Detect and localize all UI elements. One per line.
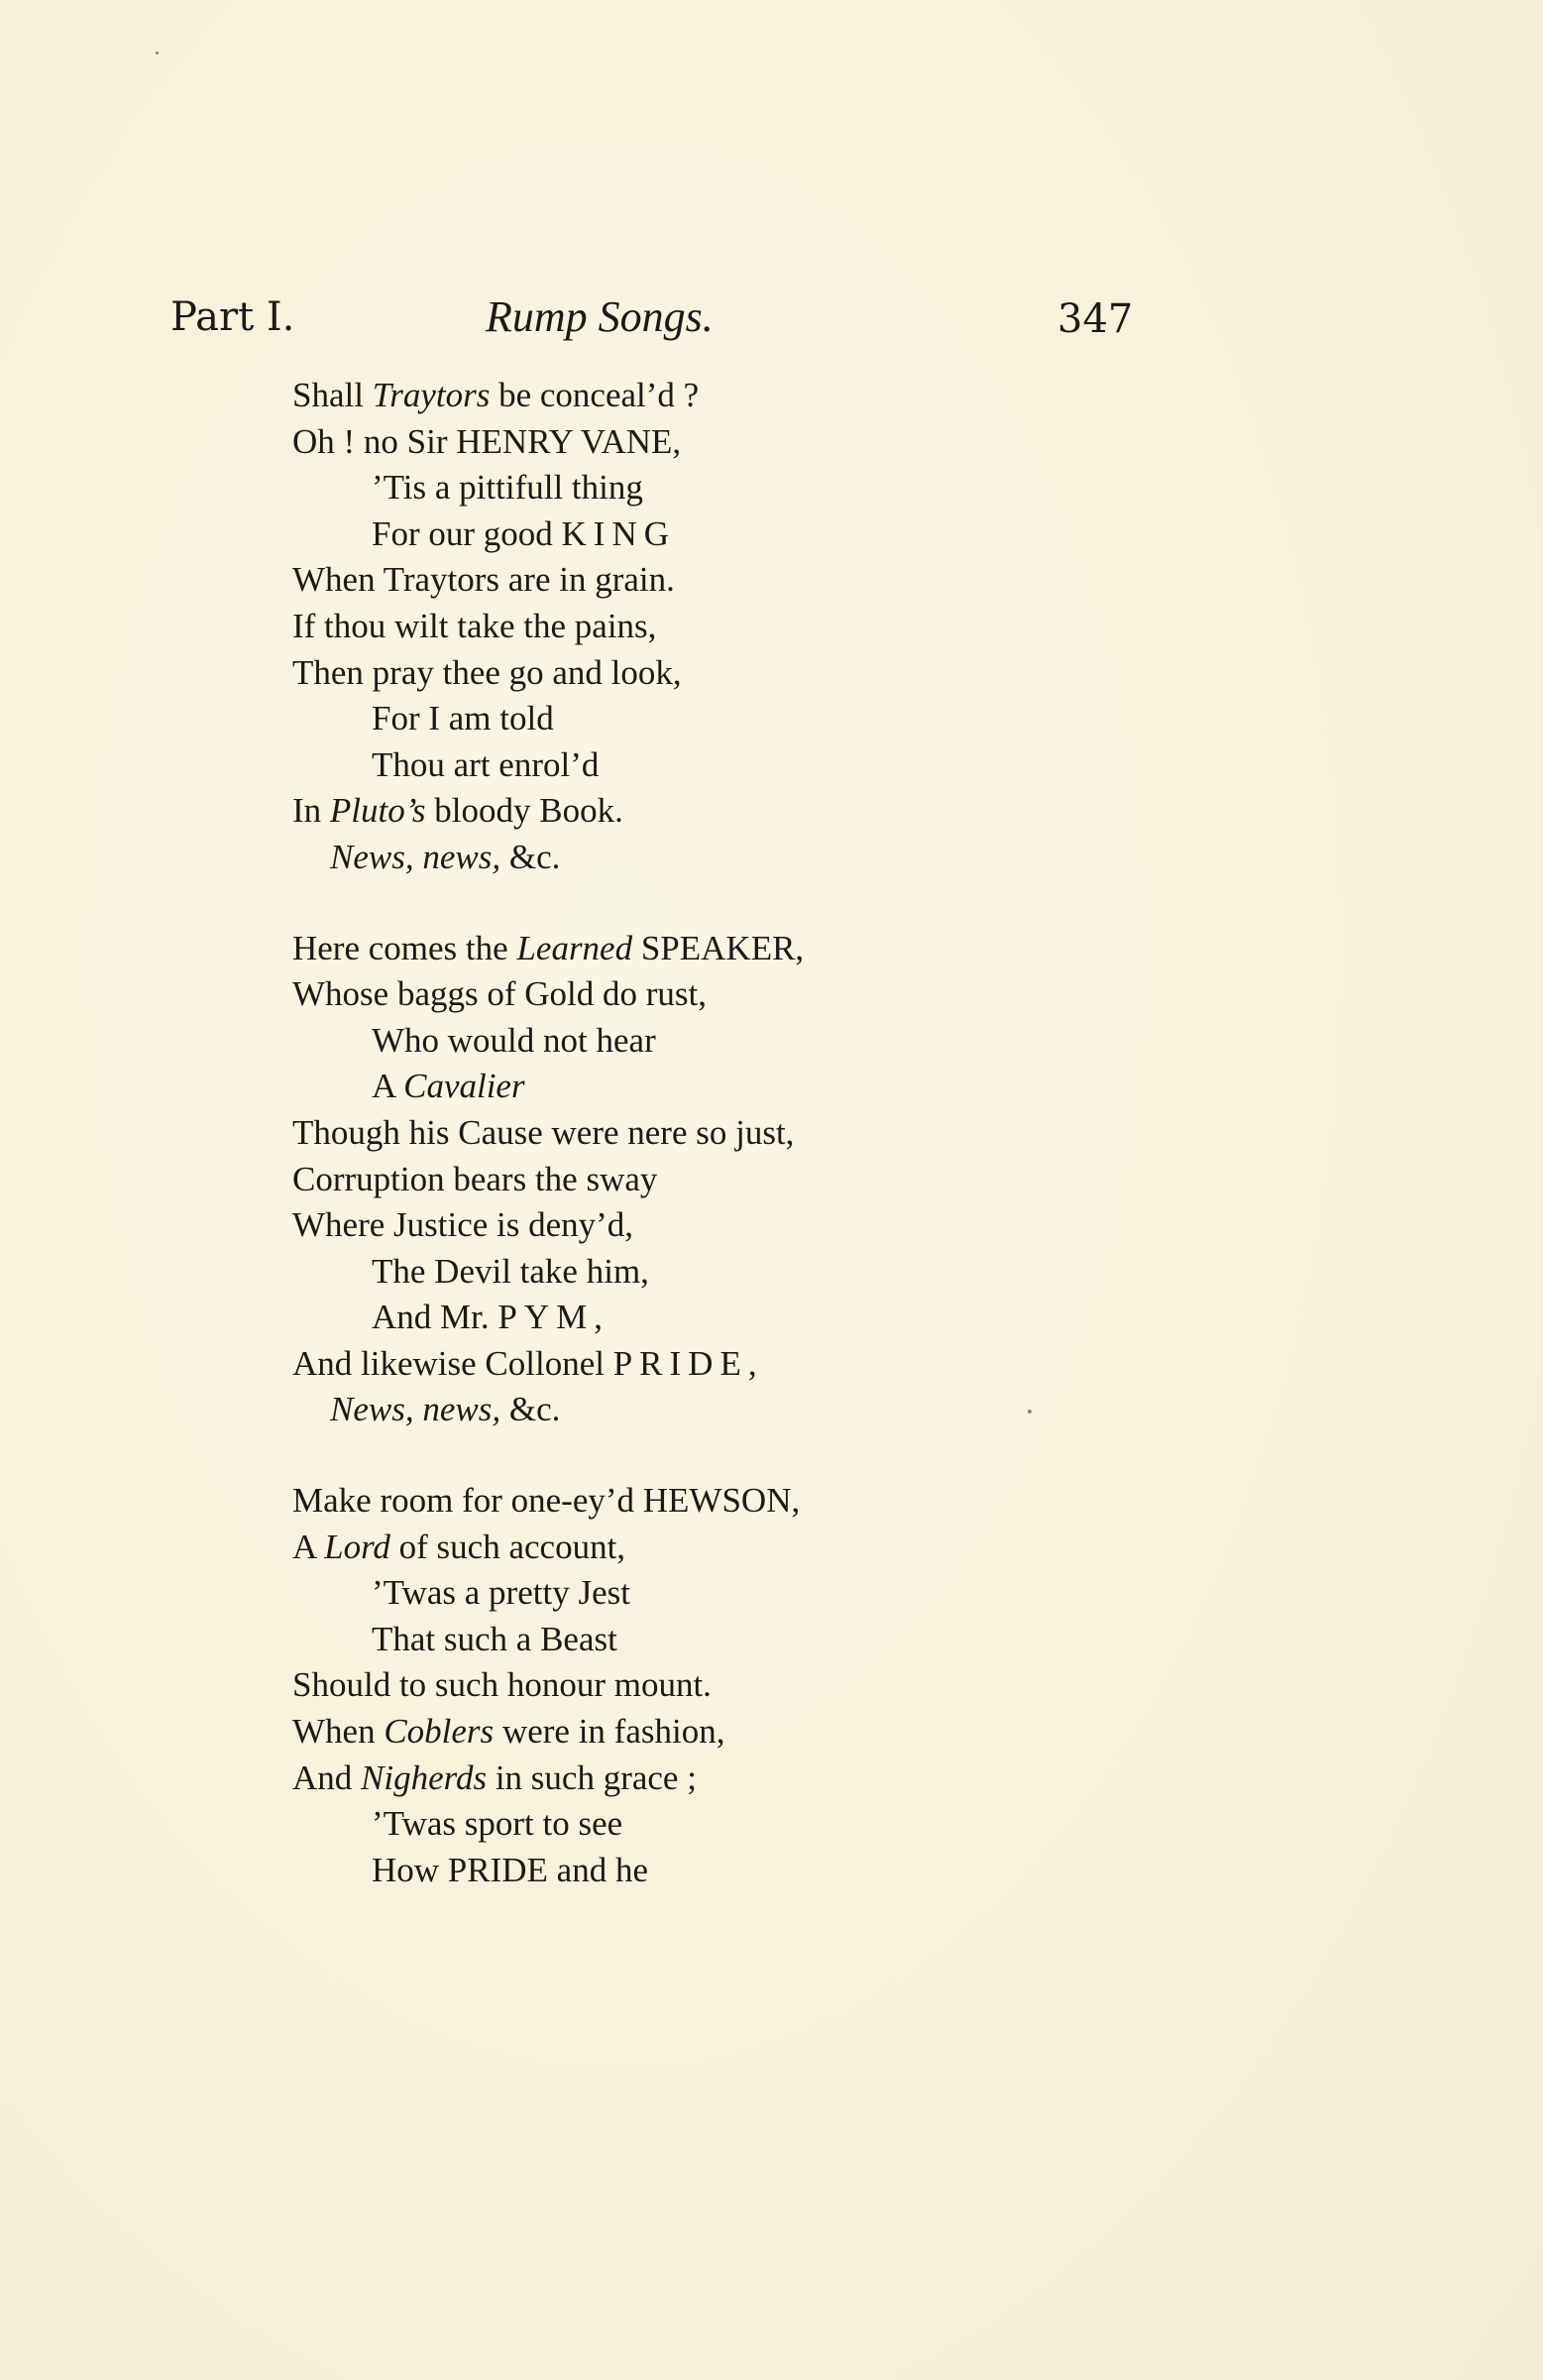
verse-line: When Coblers were in fashion, [292,1712,725,1752]
verse-line: Should to such honour mount. [292,1665,712,1705]
verse-line: And Nigherds in such grace ; [292,1757,697,1797]
stanza-2 [292,926,1184,1434]
verse-line: Corruption bears the sway [292,1159,658,1198]
verse-line: ’Twas a pretty Jest [372,1573,630,1613]
verse-line: Thou art enrol’d [372,744,600,784]
page-number: 347 [1057,296,1134,342]
verse-line: Then pray thee go and look, [292,652,682,692]
verse-line: Shall Traytors be conceal’d ? [292,376,700,414]
paper-speck [156,52,159,55]
verse-line: Make room for one-ey’d HEWSON, [292,1481,801,1521]
verse-line: And likewise Collonel PRIDE, [292,1343,757,1383]
verse-line: Where Justice is deny’d, [292,1205,634,1245]
verse-line: The Devil take him, [372,1251,649,1291]
verse-line: And Mr. PYM, [372,1298,603,1337]
header-title: Rump Songs. [486,292,714,341]
stanza-3 [292,1478,1184,1893]
verse-line: Oh ! no Sir HENRY VANE, [292,421,682,461]
verse-line: Whose baggs of Gold do rust, [292,974,708,1014]
chorus-line: News, news, &c. [330,1390,561,1429]
paper-speck [1028,1410,1032,1414]
verse-line: Who would not hear [372,1020,656,1060]
verse-line: For our good KING [372,513,677,553]
chorus-line: News, news, &c. [330,837,561,876]
verse-line: Here comes the Learned SPEAKER, [292,928,805,967]
verse-line: ’Twas sport to see [372,1804,623,1844]
poem-text [292,373,1184,1938]
verse-line: ’Tis a pittifull thing [372,468,643,508]
verse-line: When Traytors are in grain. [292,560,675,600]
verse-line: If thou wilt take the pains, [292,606,657,645]
header-part: Part I. [170,294,295,340]
verse-line: For I am told [372,699,554,738]
stanza-1 [292,373,1184,881]
verse-line: Though his Cause were nere so just, [292,1112,795,1152]
verse-line: A Lord of such account, [292,1527,626,1566]
running-header [170,287,1161,347]
verse-line: How PRIDE and he [372,1850,648,1889]
verse-line: In Pluto’s bloody Book. [292,791,623,831]
verse-line: That such a Beast [372,1619,617,1658]
verse-line: A Cavalier [372,1067,525,1106]
